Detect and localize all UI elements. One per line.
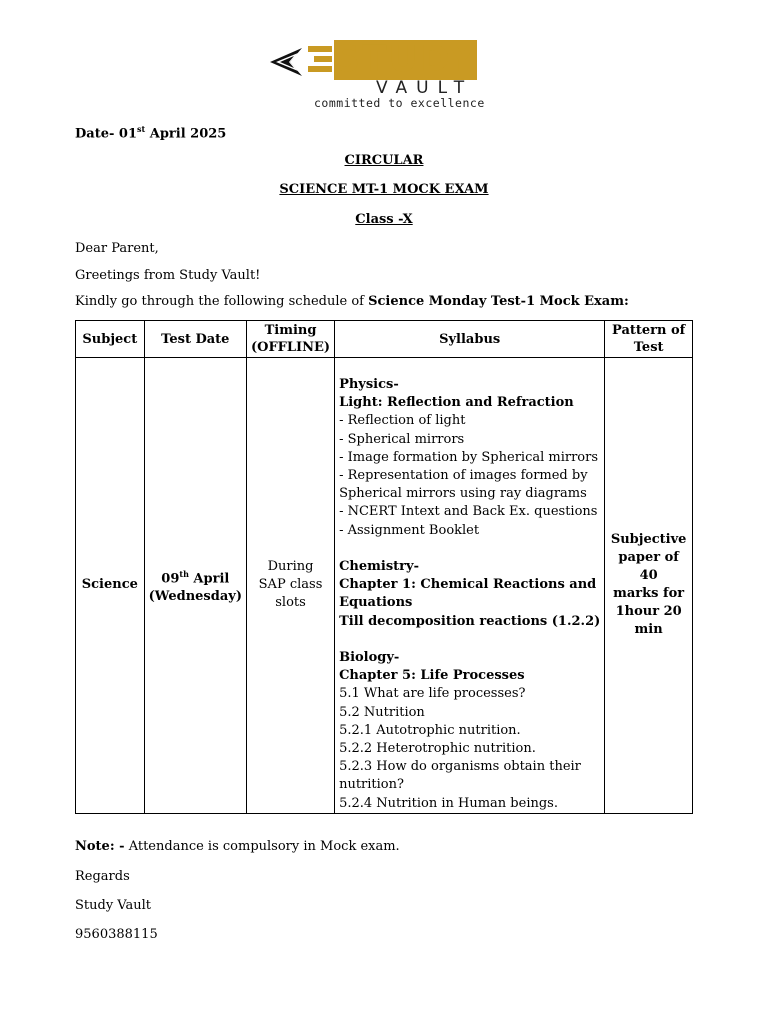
logo-tagline: committed to excellence <box>314 96 485 110</box>
chemistry-line: Till decomposition reactions (1.2.2) <box>339 613 601 629</box>
class-label <box>0 212 768 227</box>
regards: Regards <box>75 869 130 884</box>
date-day-sup: th <box>179 568 189 579</box>
exam-title <box>0 182 768 197</box>
cell-pattern <box>605 358 693 814</box>
header-subject: Subject <box>76 321 145 358</box>
list-item: - Reflection of light <box>339 413 466 429</box>
timing-line-1: During <box>267 559 314 575</box>
study-vault-logo <box>268 40 504 114</box>
exam-title-text: SCIENCE MT-1 MOCK EXAM <box>279 182 489 197</box>
date-month: April <box>188 571 230 587</box>
list-item: - Representation of images formed by <box>339 468 588 484</box>
arrow-logo-icon <box>268 44 308 80</box>
date-rest: April 2025 <box>145 126 227 142</box>
cell-syllabus <box>335 358 605 814</box>
header-timing-1: Timing <box>264 323 317 338</box>
table-row <box>76 358 693 814</box>
circular-date <box>75 124 226 141</box>
pattern-line-3: marks for <box>613 586 685 602</box>
header-pattern <box>605 321 693 358</box>
spacer <box>339 540 600 558</box>
pattern-line-4: 1hour 20 min <box>615 604 682 638</box>
chemistry-line: Equations <box>339 595 413 611</box>
list-item: 5.2.2 Heterotrophic nutrition. <box>339 741 536 757</box>
date-suffix-sup: st <box>137 124 146 134</box>
attendance-note <box>75 839 400 854</box>
list-item: nutrition? <box>339 777 404 793</box>
list-item: - NCERT Intext and Back Ex. questions <box>339 504 598 520</box>
logo-stripes-icon <box>308 46 332 80</box>
greeting: Greetings from Study Vault! <box>75 268 261 283</box>
timing-line-2: SAP class <box>258 577 323 593</box>
date-weekday: (Wednesday) <box>148 589 242 605</box>
biology-chapter: Chapter 5: Life Processes <box>339 668 525 684</box>
biology-heading: Biology- <box>339 650 400 666</box>
pattern-line-1: Subjective <box>610 532 687 548</box>
date-day: 09 <box>161 571 180 587</box>
contact-phone: 9560388115 <box>75 927 158 942</box>
header-timing <box>246 321 334 358</box>
list-item: 5.1 What are life processes? <box>339 686 526 702</box>
logo-brand-text: STUDY <box>334 39 478 80</box>
list-item: 5.2 Nutrition <box>339 704 425 720</box>
title-text: CIRCULAR <box>344 153 424 168</box>
list-item: - Assignment Booklet <box>339 522 480 538</box>
pattern-line-2: paper of 40 <box>618 550 679 584</box>
timing-line-3: slots <box>275 595 306 611</box>
header-test-date: Test Date <box>144 321 246 358</box>
list-item: Spherical mirrors using ray diagrams <box>339 486 587 502</box>
intro-plain: Kindly go through the following schedule of <box>75 294 369 309</box>
class-text: Class -X <box>355 212 413 227</box>
list-item: - Image formation by Spherical mirrors <box>339 449 599 465</box>
sender-name: Study Vault <box>75 898 152 913</box>
list-item: - Spherical mirrors <box>339 431 465 447</box>
salutation: Dear Parent, <box>75 241 159 256</box>
intro-bold: Science Monday Test-1 Mock Exam: <box>368 294 629 309</box>
physics-chapter: Light: Reflection and Refraction <box>339 395 574 411</box>
header-pattern-2: Test <box>633 340 664 355</box>
header-syllabus: Syllabus <box>335 321 605 358</box>
cell-subject: Science <box>76 358 145 814</box>
list-item: 5.2.4 Nutrition in Human beings. <box>339 795 558 811</box>
intro-text <box>75 294 629 309</box>
list-item: 5.2.3 How do organisms obtain their <box>339 759 581 775</box>
header-timing-2: (OFFLINE) <box>250 340 331 355</box>
note-text: Attendance is compulsory in Mock exam. <box>124 839 400 854</box>
chemistry-line: Chapter 1: Chemical Reactions and <box>339 577 597 593</box>
schedule-table <box>75 320 693 814</box>
cell-timing <box>246 358 334 814</box>
logo-sub-text: VAULT <box>376 78 474 98</box>
date-prefix: Date- 01 <box>75 126 137 142</box>
chemistry-heading: Chemistry- <box>339 559 419 575</box>
circular-title <box>0 153 768 168</box>
physics-heading: Physics- <box>339 377 399 392</box>
list-item: 5.2.1 Autotrophic nutrition. <box>339 722 521 738</box>
table-header-row <box>76 321 693 358</box>
note-label: Note: - <box>75 839 125 854</box>
spacer <box>339 631 600 649</box>
cell-test-date <box>144 358 246 814</box>
header-pattern-1: Pattern of <box>612 323 686 338</box>
